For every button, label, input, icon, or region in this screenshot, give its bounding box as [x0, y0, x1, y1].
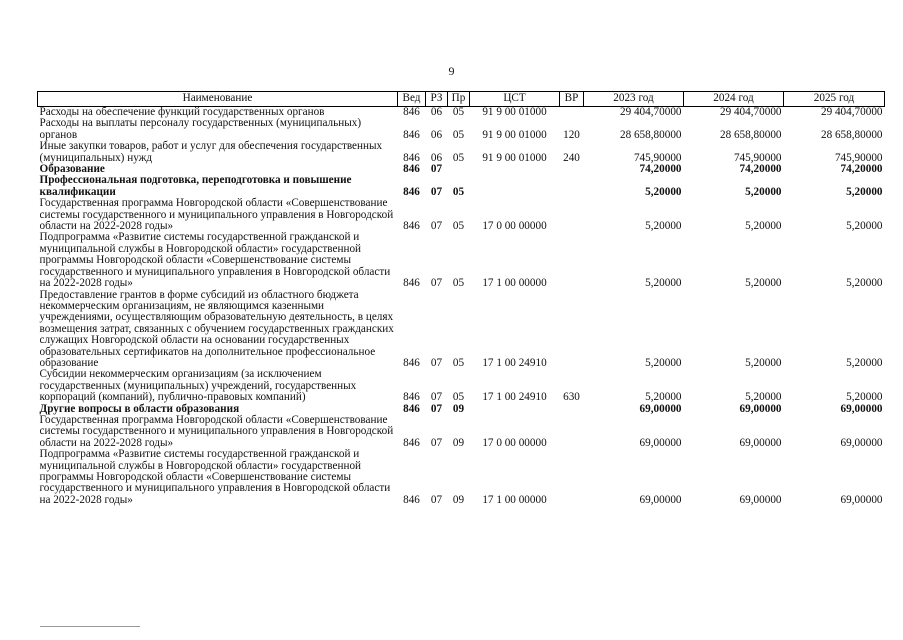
budget-table [37, 91, 885, 506]
row-name: Государственная программа Новгородской области «Совершенствование системы государственного и муниципального управления в Новгородской области на 2022-2028 годы» [39, 413, 394, 449]
table-header-row [38, 92, 885, 107]
row-2023: 5,20000 [645, 356, 682, 369]
row-vr [560, 415, 584, 449]
row-2025: 5,20000 [846, 356, 883, 369]
row-ved: 846 [403, 185, 420, 198]
row-vr [560, 290, 584, 370]
header-2024: 2024 год [684, 92, 784, 107]
table-row [38, 198, 885, 232]
row-pr: 09 [452, 436, 465, 449]
row-vr: 630 [563, 391, 580, 404]
row-rz: 06 [430, 106, 443, 118]
row-pr: 05 [452, 151, 465, 164]
row-rz: 07 [430, 493, 443, 506]
header-ved: Вед [398, 92, 426, 107]
table-row [38, 415, 885, 449]
row-2025: 5,20000 [846, 277, 883, 290]
row-2023: 69,00000 [639, 493, 682, 506]
row-name: Субсидии некоммерческим организациям (за исключением государственных (муниципальных) учреждений, государственных корпораций (компаний), публично-правовых компаний) [39, 368, 357, 404]
row-pr: 05 [452, 391, 465, 404]
row-cst [470, 404, 560, 415]
row-2025: 69,00000 [840, 493, 883, 506]
row-ved: 846 [403, 402, 420, 415]
row-vr [560, 404, 584, 415]
row-ved: 846 [403, 493, 420, 506]
row-vr [560, 198, 584, 232]
table-row [38, 449, 885, 506]
row-2023: 69,00000 [639, 436, 682, 449]
row-pr: 05 [452, 185, 465, 198]
row-pr: 05 [452, 220, 465, 233]
row-2023: 28 658,80000 [619, 128, 682, 141]
row-name: Расходы на обеспечение функций государственных органов [39, 106, 325, 118]
row-2024: 5,20000 [745, 277, 782, 290]
row-2025: 28 658,80000 [820, 128, 883, 141]
row-cst: 17 1 00 24910 [482, 391, 547, 404]
row-pr [448, 164, 470, 175]
row-ved: 846 [403, 356, 420, 369]
row-2024: 74,20000 [739, 163, 782, 176]
row-2024: 28 658,80000 [719, 128, 782, 141]
row-rz: 07 [430, 402, 443, 415]
row-rz: 07 [430, 436, 443, 449]
row-2025: 74,20000 [840, 163, 883, 176]
row-ved: 846 [403, 106, 420, 118]
row-2025: 69,00000 [840, 436, 883, 449]
row-rz: 07 [430, 356, 443, 369]
row-2023: 5,20000 [645, 277, 682, 290]
row-cst: 91 9 00 01000 [482, 106, 547, 118]
row-cst: 17 1 00 24910 [482, 356, 547, 369]
table-row-subsection [38, 175, 885, 198]
row-2023: 5,20000 [645, 185, 682, 198]
row-ved: 846 [403, 220, 420, 233]
row-2024: 745,90000 [733, 151, 782, 164]
row-cst: 17 0 00 00000 [482, 436, 547, 449]
row-vr [560, 164, 584, 175]
row-name: Предоставление грантов в форме субсидий из областного бюджета некоммерческим организациям, не являющимся казенными учреждениями, осуществляющим образовательную деятельность, в целях возмещения затрат, связанных с обучением государственных гражданских служащих Новгородской области на основании государственных образовательных сертификатов на дополнительное профессиональное образование [39, 288, 394, 369]
row-name: Государственная программа Новгородской области «Совершенствование системы государственного и муниципального управления в Новгородской области на 2022-2028 годы» [39, 197, 394, 233]
header-rz: РЗ [426, 92, 448, 107]
row-ved: 846 [403, 277, 420, 290]
row-name: Образование [39, 163, 105, 176]
row-pr: 05 [452, 277, 465, 290]
row-ved: 846 [403, 436, 420, 449]
row-rz: 07 [430, 220, 443, 233]
table-row [38, 118, 885, 141]
row-2023: 29 404,70000 [619, 106, 682, 118]
row-rz: 07 [430, 277, 443, 290]
row-ved: 846 [403, 163, 420, 176]
row-2023: 745,90000 [633, 151, 682, 164]
row-2024: 5,20000 [745, 356, 782, 369]
row-ved: 846 [403, 128, 420, 141]
row-pr: 05 [452, 356, 465, 369]
row-2025: 5,20000 [846, 220, 883, 233]
row-vr [560, 449, 584, 506]
header-2023: 2023 год [584, 92, 684, 107]
row-cst: 17 0 00 00000 [482, 220, 547, 233]
row-2024: 69,00000 [739, 402, 782, 415]
row-pr: 05 [452, 106, 465, 118]
row-pr: 05 [452, 128, 465, 141]
row-cst: 91 9 00 01000 [482, 151, 547, 164]
page-number: 9 [448, 64, 455, 78]
row-cst [470, 175, 560, 198]
row-2025: 69,00000 [840, 402, 883, 415]
row-2023: 74,20000 [639, 163, 682, 176]
row-2025: 5,20000 [846, 391, 883, 404]
header-name: Наименование [38, 92, 398, 107]
row-rz: 07 [430, 391, 443, 404]
row-2025: 5,20000 [846, 185, 883, 198]
row-name: Иные закупки товаров, работ и услуг для обеспечения государственных (муниципальных) нужд [39, 140, 383, 164]
row-vr [560, 175, 584, 198]
row-name: Профессиональная подготовка, переподготовка и повышение квалификации [39, 174, 352, 198]
row-vr [560, 232, 584, 289]
row-pr: 09 [452, 402, 465, 415]
row-ved: 846 [403, 151, 420, 164]
row-2023: 5,20000 [645, 391, 682, 404]
row-pr: 09 [452, 493, 465, 506]
row-name: Другие вопросы в области образования [39, 402, 240, 415]
row-2024: 69,00000 [739, 436, 782, 449]
row-2025: 29 404,70000 [820, 106, 883, 118]
row-vr [560, 107, 584, 119]
row-ved: 846 [403, 391, 420, 404]
row-name: Подпрограмма «Развитие системы государственной гражданской и муниципальной службы в Новгородской области» государственной программы Новгородской области «Совершенствование системы государственного и муниципального управления в Новгородской области на 2022-2028 годы» [39, 231, 391, 290]
table-row [38, 290, 885, 370]
row-2024: 69,00000 [739, 493, 782, 506]
header-2025: 2025 год [784, 92, 885, 107]
row-rz: 07 [430, 185, 443, 198]
footer-divider [40, 626, 140, 627]
row-2024: 5,20000 [745, 220, 782, 233]
row-2024: 29 404,70000 [719, 106, 782, 118]
row-name: Расходы на выплаты персоналу государственных (муниципальных) органов [39, 117, 362, 141]
table-row [38, 369, 885, 403]
row-rz: 07 [430, 163, 443, 176]
row-2025: 745,90000 [834, 151, 883, 164]
row-rz: 06 [430, 128, 443, 141]
row-vr: 120 [563, 128, 580, 141]
table-row [38, 141, 885, 164]
row-cst: 17 1 00 00000 [482, 277, 547, 290]
header-vr: ВР [560, 92, 584, 107]
row-cst: 17 1 00 00000 [482, 493, 547, 506]
row-2023: 5,20000 [645, 220, 682, 233]
row-2024: 5,20000 [745, 185, 782, 198]
row-cst [470, 164, 560, 175]
header-pr: Пр [448, 92, 470, 107]
header-cst: ЦСТ [470, 92, 560, 107]
row-2023: 69,00000 [639, 402, 682, 415]
row-cst: 91 9 00 01000 [482, 128, 547, 141]
row-rz: 06 [430, 151, 443, 164]
row-name: Подпрограмма «Развитие системы государственной гражданской и муниципальной службы в Новгородской области» государственной программы Новгородской области «Совершенствование системы государственного и муниципального управления в Новгородской области на 2022-2028 годы» [39, 448, 391, 506]
table-row [38, 232, 885, 289]
row-vr: 240 [563, 151, 580, 164]
row-2024: 5,20000 [745, 391, 782, 404]
